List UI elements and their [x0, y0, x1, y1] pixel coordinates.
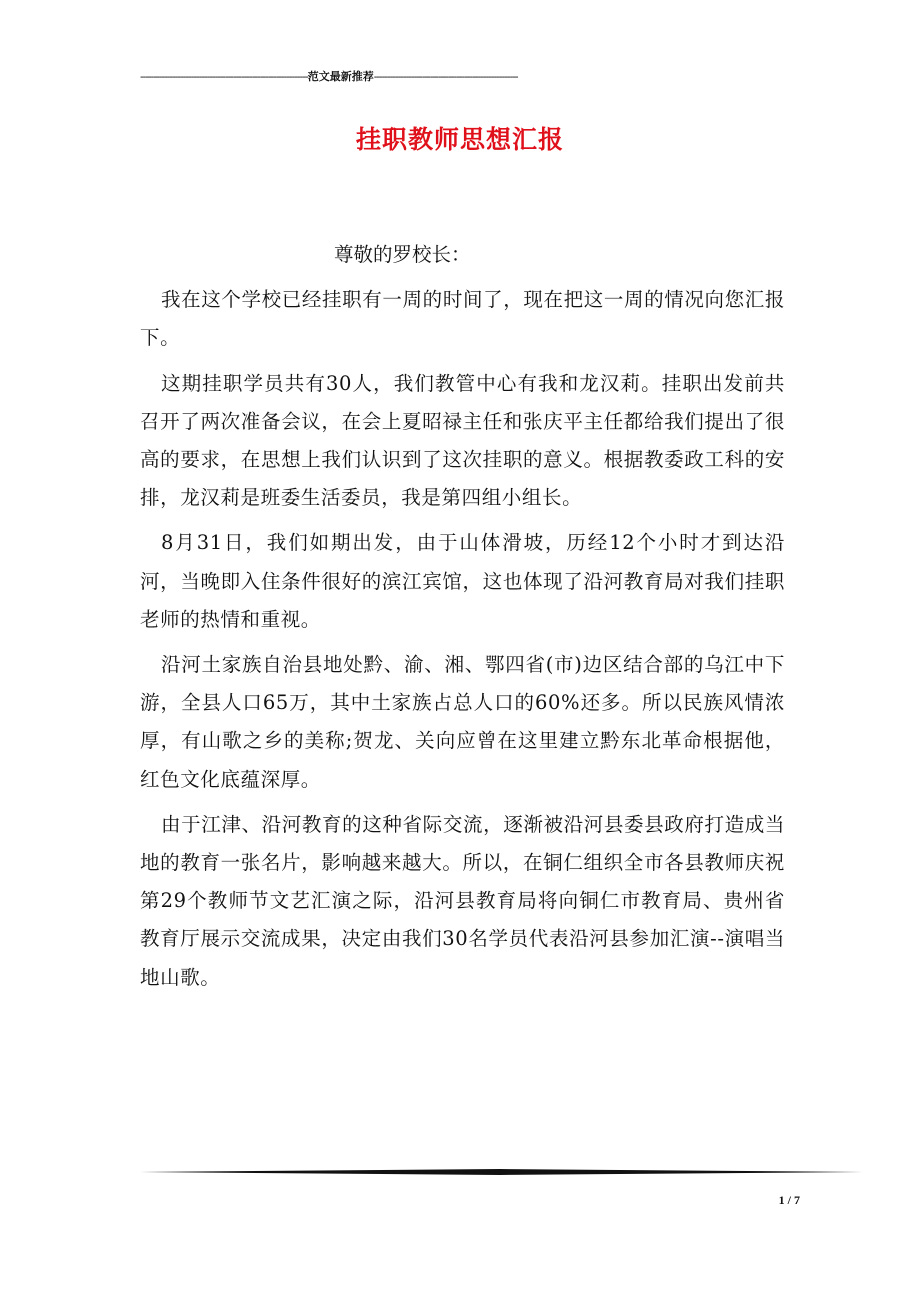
header-dashes-left: --------------------------------------------------------------- [140, 71, 308, 83]
paragraph-5: 由于江津、沿河教育的这种省际交流，逐渐被沿河县委县政府打造成当地的教育一张名片，影响越来越大。所以，在铜仁组织全市各县教师庆祝第29个教师节文艺汇演之际，沿河县教育局将向铜仁市教育局、贵州省教育厅展示交流成果，决定由我们30名学员代表沿河县参加汇演--演唱当地山歌。 [140, 812, 785, 989]
paragraph-2: 这期挂职学员共有30人，我们教管中心有我和龙汉莉。挂职出发前共召开了两次准备会议，在会上夏昭禄主任和张庆平主任都给我们提出了很高的要求，在思想上我们认识到了这次挂职的意义。根据教委政工科的安排，龙汉莉是班委生活委员，我是第四组小组长。 [140, 371, 785, 510]
header-dashes-right: ------------------------------------------------------ [373, 71, 518, 83]
header-line [140, 68, 768, 84]
paragraph-1: 我在这个学校已经挂职有一周的时间了，现在把这一周的情况向您汇报下。 [140, 288, 785, 350]
salutation: 尊敬的罗校长： [334, 243, 471, 266]
paragraph-4: 沿河土家族自治县地处黔、渝、湘、鄂四省(市)边区结合部的乌江中下游，全县人口65万，其中土家族占总人口的60%还多。所以民族风情浓厚，有山歌之乡的美称;贺龙、关向应曾在这里建立黔东北革命根据他，红色文化底蕴深厚。 [140, 653, 785, 791]
footer-rule [140, 1169, 863, 1175]
header-label: 范文最新推荐 [307, 71, 374, 83]
paragraph-3: 8月31日，我们如期出发，由于山体滑坡，历经12个小时才到达沿河，当晚即入住条件很好的滨江宾馆，这也体现了沿河教育局对我们挂职老师的热情和重视。 [140, 531, 785, 631]
document-body [140, 236, 785, 1004]
page-number: 1 / 7 [778, 1193, 800, 1207]
document-title: 挂职教师思想汇报 [355, 125, 564, 154]
